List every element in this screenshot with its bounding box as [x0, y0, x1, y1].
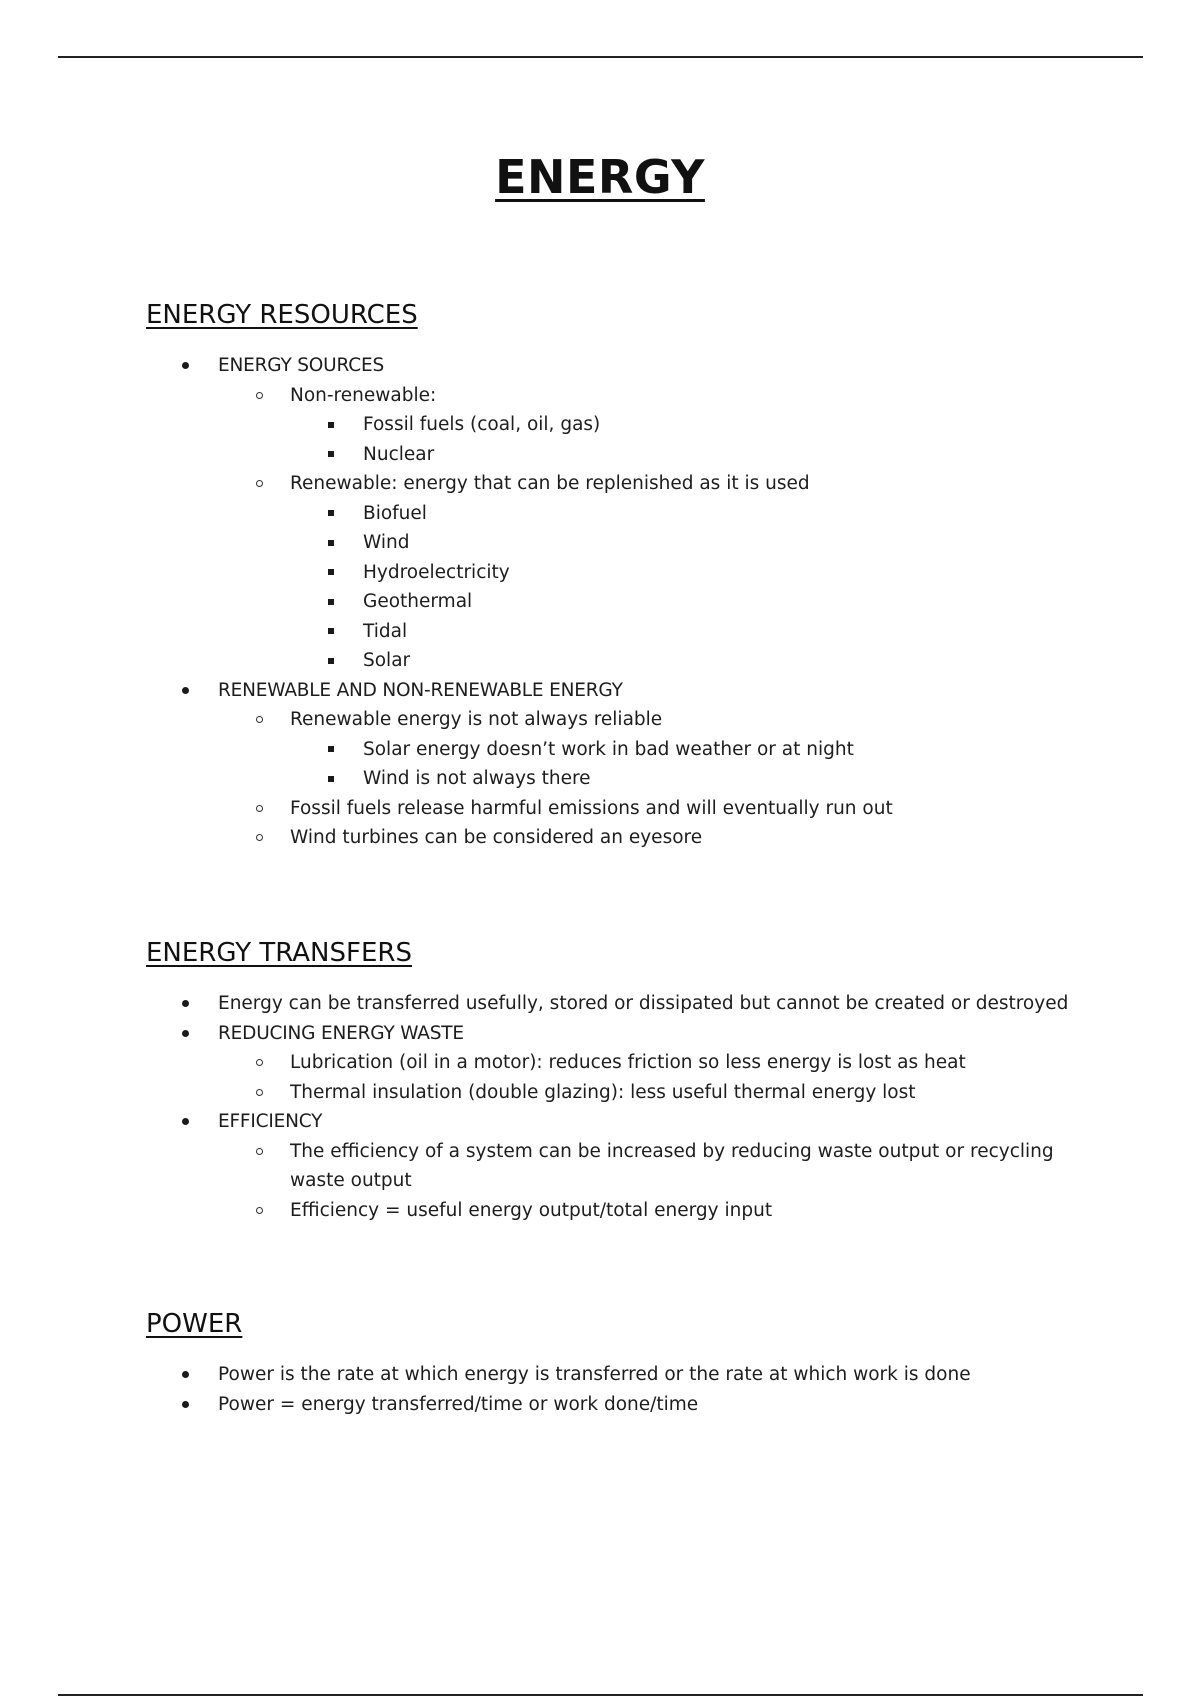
list-item-text: Fossil fuels (coal, oil, gas) [363, 414, 601, 435]
list-item-text: Renewable: energy that can be replenished as it is used [290, 473, 810, 494]
list-item [146, 823, 1076, 853]
list-item-text: The efficiency of a system can be increased by reducing waste output or recycling waste output [290, 1140, 1054, 1191]
bullet-dot-icon [178, 676, 192, 706]
bullet-list [146, 1360, 1076, 1419]
list-item-text: Efficiency = useful energy output/total energy input [290, 1199, 773, 1221]
list-item [146, 1048, 1076, 1078]
list-item [146, 499, 1076, 529]
bullet-circle-icon [252, 1048, 266, 1078]
bullet-dot-icon [178, 989, 192, 1019]
bullet-circle-icon [252, 705, 266, 735]
list-item-text: Solar energy doesn’t work in bad weather or at night [363, 738, 854, 760]
list-item [146, 1360, 1076, 1390]
list-item [146, 1107, 1076, 1137]
list-item [146, 381, 1076, 411]
list-item-text: Wind turbines can be considered an eyesore [290, 827, 703, 848]
list-item [146, 1196, 1076, 1226]
list-item-text: Wind is not always there [363, 768, 591, 789]
list-item-text: EFFICIENCY [218, 1111, 323, 1132]
bullet-circle-icon [252, 1137, 266, 1167]
list-item-text: Geothermal [363, 591, 473, 612]
list-item [146, 676, 1076, 706]
list-item [146, 989, 1076, 1019]
list-item-text: Biofuel [363, 502, 427, 524]
list-item-text: REDUCING ENERGY WASTE [218, 1022, 464, 1044]
list-item-text: Power is the rate at which energy is transferred or the rate at which work is done [218, 1364, 971, 1385]
list-item [146, 351, 1076, 381]
bullet-list [146, 989, 1076, 1225]
list-item [146, 617, 1076, 647]
bullet-circle-icon [252, 381, 266, 411]
bullet-square-icon [324, 410, 338, 440]
list-item [146, 1137, 1076, 1196]
list-item [146, 587, 1076, 617]
list-item [146, 440, 1076, 470]
bullet-dot-icon [178, 1360, 192, 1390]
bullet-circle-icon [252, 469, 266, 499]
list-item [146, 1019, 1076, 1049]
list-item [146, 410, 1076, 440]
list-item-text: Fossil fuels release harmful emissions and will eventually run out [290, 797, 893, 819]
bullet-circle-icon [252, 1196, 266, 1226]
list-item [146, 1390, 1076, 1420]
section-energy-transfers [146, 935, 1076, 1225]
bullet-square-icon [324, 558, 338, 588]
list-item [146, 646, 1076, 676]
list-item [146, 558, 1076, 588]
list-item-text: ENERGY SOURCES [218, 355, 384, 376]
bullet-square-icon [324, 587, 338, 617]
list-item-text: Tidal [363, 620, 408, 642]
bullet-dot-icon [178, 1019, 192, 1049]
bullet-square-icon [324, 646, 338, 676]
section-heading: ENERGY TRANSFERS [146, 938, 412, 968]
bullet-square-icon [324, 499, 338, 529]
list-item [146, 469, 1076, 499]
list-item-text: Renewable energy is not always reliable [290, 709, 663, 730]
section-heading: ENERGY RESOURCES [146, 300, 418, 330]
list-item-text: Hydroelectricity [363, 561, 510, 583]
bullet-dot-icon [178, 351, 192, 381]
list-item-text: Solar [363, 650, 411, 671]
bullet-square-icon [324, 764, 338, 794]
list-item-text: Power = energy transferred/time or work done/time [218, 1393, 699, 1415]
header-rule [58, 56, 1143, 58]
section-power [146, 1306, 1076, 1419]
bullet-circle-icon [252, 1078, 266, 1108]
list-item-text: Lubrication (oil in a motor): reduces friction so less energy is lost as heat [290, 1052, 966, 1073]
list-item [146, 764, 1076, 794]
list-item-text: RENEWABLE AND NON-RENEWABLE ENERGY [218, 679, 623, 701]
bullet-square-icon [324, 528, 338, 558]
list-item [146, 1078, 1076, 1108]
bullet-square-icon [324, 735, 338, 765]
bullet-circle-icon [252, 794, 266, 824]
section-energy-resources [146, 297, 1076, 853]
list-item-text: Wind [363, 532, 410, 553]
section-heading: POWER [146, 1309, 243, 1339]
bullet-square-icon [324, 617, 338, 647]
list-item [146, 735, 1076, 765]
list-item-text: Energy can be transferred usefully, stored or dissipated but cannot be created or destroyed [218, 993, 1069, 1014]
bullet-square-icon [324, 440, 338, 470]
list-item-text: Thermal insulation (double glazing): less useful thermal energy lost [290, 1081, 916, 1103]
list-item-text: Nuclear [363, 443, 435, 465]
bullet-circle-icon [252, 823, 266, 853]
list-item [146, 794, 1076, 824]
footer-rule [58, 1694, 1143, 1696]
list-item [146, 528, 1076, 558]
list-item [146, 705, 1076, 735]
bullet-dot-icon [178, 1390, 192, 1420]
bullet-dot-icon [178, 1107, 192, 1137]
page-title: ENERGY [495, 150, 705, 204]
list-item-text: Non-renewable: [290, 384, 437, 406]
bullet-list [146, 351, 1076, 853]
